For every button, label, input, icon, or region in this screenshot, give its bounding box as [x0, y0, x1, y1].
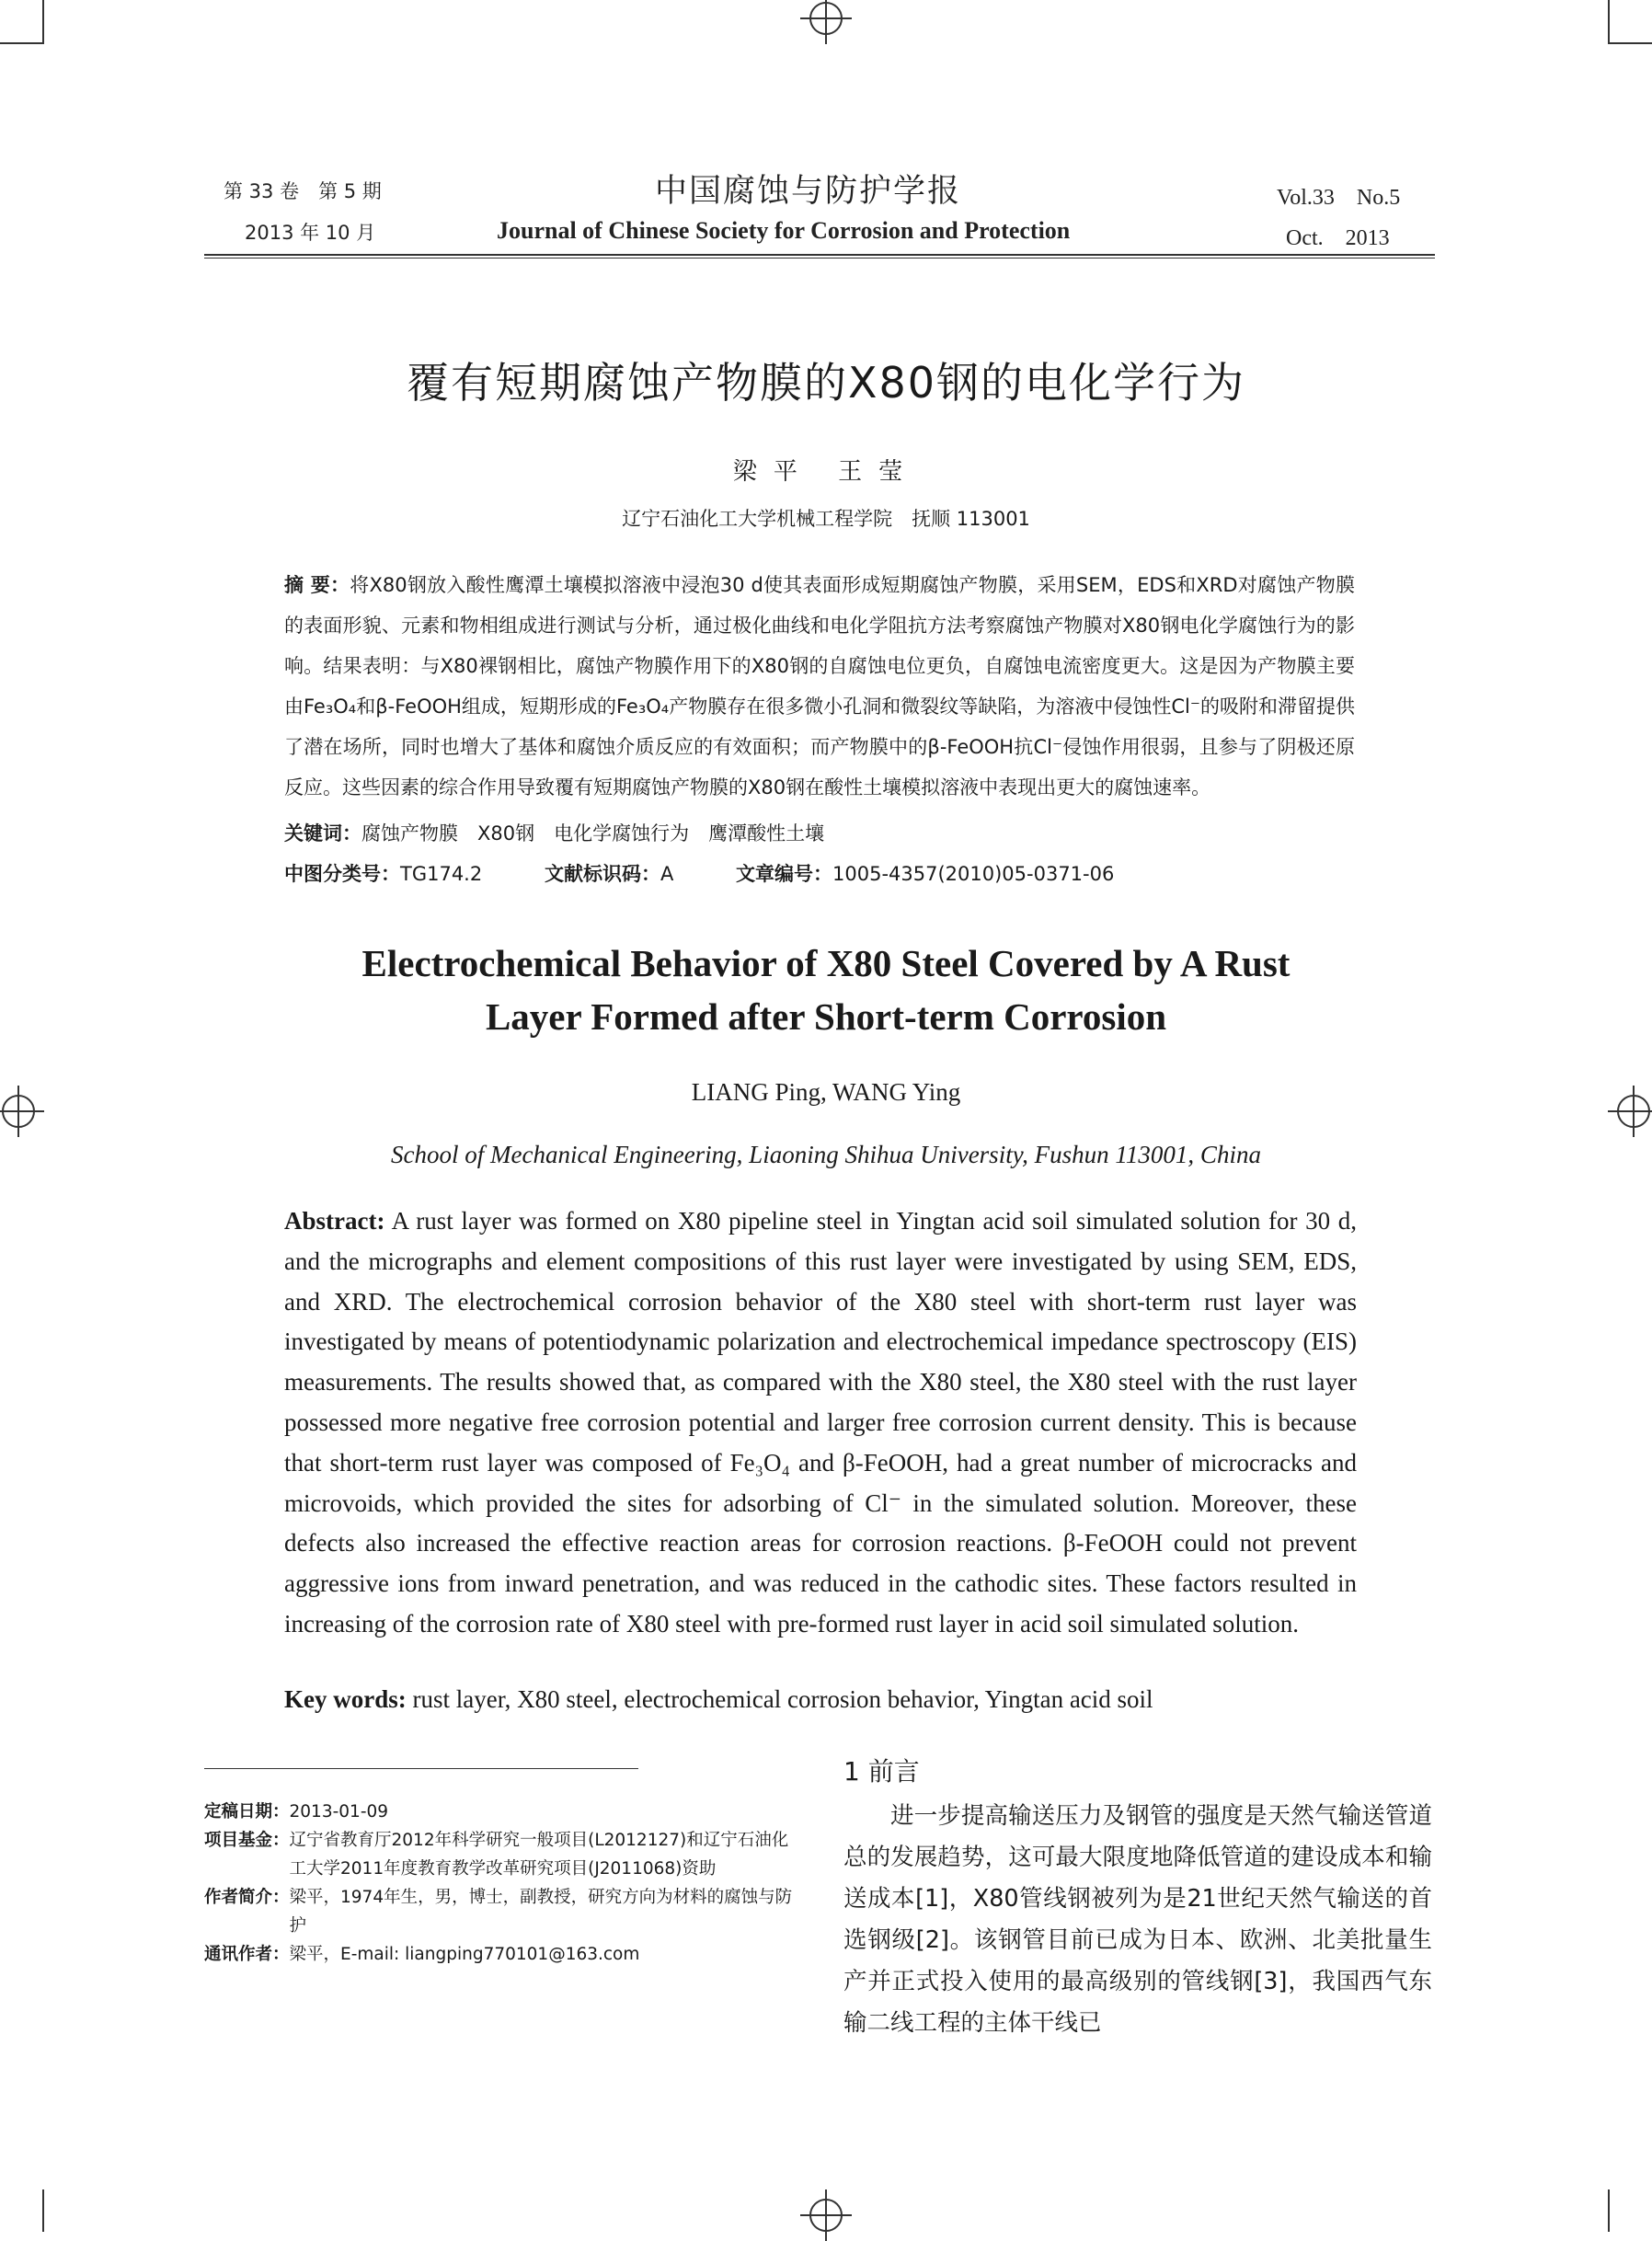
journal-title-cn: 中国腐蚀与防护学报 — [655, 173, 962, 210]
clc-code: TG174.2 — [400, 863, 483, 885]
document-code — [545, 859, 673, 887]
header-rule — [204, 258, 1435, 259]
affiliation-en: School of Mechanical Engineering, Liaoning Shihua University, Fushun 113001, China — [391, 1141, 1261, 1168]
corr-label: 通讯作者： — [204, 1945, 290, 1964]
header-date-cn: 2013 年 10 月 — [245, 222, 376, 244]
registration-mark-icon — [800, 2189, 852, 2241]
header-rule — [204, 254, 1435, 256]
authors-en: LIANG Ping, WANG Ying — [691, 1078, 961, 1106]
authors-cn: 梁平 王莹 — [732, 458, 920, 486]
header-volume-en: Vol.33 No.5 — [1277, 186, 1401, 210]
footnote-bio — [204, 1883, 793, 1940]
crop-mark — [42, 0, 44, 44]
abstract-en-text: A rust layer was formed on X80 pipeline steel in Yingtan acid soil simulated solution for 30 d, and the micrographs and element compositions of this rust layer were investigated by using SEM, EDS, and XRD. The electrochemical corrosion behavior of the X80 steel with short-term rust layer was investigated by means of potentiodynamic polarization and electrochemical impedance spectroscopy (EIS) measurements. The results showed that, as compared with the X80 steel, the X80 steel with the rust layer possessed more negative free corrosion potential and larger free corrosion current density. This is because that short-term rust layer was composed of Fe₃O₄ and β-FeOOH, had a great number of microcracks and microvoids, which provided the sites for adsorbing of Cl⁻ in the simulated solution. Moreover, these defects also increased the effective reaction areas for corrosion reactions. β-FeOOH could not prevent aggressive ions from inward penetration, and was reduced in the cathodic sites. These factors resulted in increasing of the corrosion rate of X80 steel with pre-formed rust layer in acid soil simulated solution. — [284, 1207, 1358, 1638]
abstract-cn-text: 将X80钢放入酸性鹰潭土壤模拟溶液中浸泡30 d使其表面形成短期腐蚀产物膜，采用SEM，EDS和XRD对腐蚀产物膜的表面形貌、元素和物相组成进行测试与分析，通过极化曲线和电化学阻抗方法考察腐蚀产物膜对X80钢电化学腐蚀行为的影响。结果表明：与X80裸钢相比，腐蚀产物膜作用下的X80钢的自腐蚀电位更负，自腐蚀电流密度更大。这是因为产物膜主要由Fe₃O₄和β-FeOOH组成，短期形成的Fe₃O₄产物膜存在很多微小孔洞和微裂纹等缺陷，为溶液中侵蚀性Cl⁻的吸附和滞留提供了潜在场所，同时也增大了基体和腐蚀介质反应的有效面积；而产物膜中的β-FeOOH抗Cl⁻侵蚀作用很弱，且参与了阴极还原反应。这些因素的综合作用导致覆有短期腐蚀产物膜的X80钢在酸性土壤模拟溶液中表现出更大的腐蚀速率。 — [284, 574, 1356, 799]
doc-code: A — [660, 863, 674, 885]
keywords-cn-text: 腐蚀产物膜 X80钢 电化学腐蚀行为 鹰潭酸性土壤 — [361, 822, 825, 845]
clc-label: 中图分类号： — [284, 863, 400, 885]
abstract-cn — [284, 565, 1355, 808]
footnotes — [204, 1798, 793, 1969]
section-body: 进一步提高输送压力及钢管的强度是天然气输送管道总的发展趋势，这可最大限度地降低管道的建设成本和输送成本[1]，X80管线钢被列为是21世纪天然气输送的首选钢级[2]。该钢管目前已成为日本、欧洲、北美批量生产并正式投入使用的最高级别的管线钢[3]，我国西气东输二线工程的主体干线已 — [843, 1802, 1432, 2037]
crop-mark — [1608, 2189, 1610, 2232]
crop-mark — [1608, 0, 1610, 44]
journal-title-en: Journal of Chinese Society for Corrosion and Protection — [497, 217, 1071, 244]
article-number — [736, 859, 1114, 887]
keywords-cn-label: 关键词： — [284, 822, 361, 845]
keywords-en-text: rust layer, X80 steel, electrochemical corrosion behavior, Yingtan acid soil — [412, 1685, 1153, 1713]
fund-label: 项目基金： — [204, 1831, 290, 1850]
paper-title-en-line2: Layer Formed after Short-term Corrosion — [485, 995, 1167, 1038]
paper-title-en-line1: Electrochemical Behavior of X80 Steel Covered by A Rust — [361, 942, 1291, 984]
header-date-en: Oct. 2013 — [1286, 226, 1390, 250]
footnote-rule — [204, 1768, 638, 1769]
art-label: 文章编号： — [736, 863, 832, 885]
footnote-corresponding — [204, 1940, 793, 1969]
received-date: 2013-01-09 — [289, 1802, 389, 1822]
abstract-en-label: Abstract: — [284, 1207, 385, 1235]
footnote-received — [204, 1798, 793, 1826]
affiliation-cn: 辽宁石油化工大学机械工程学院 抚顺 113001 — [622, 508, 1030, 530]
classification-cn — [284, 859, 482, 887]
bio-label: 作者简介： — [204, 1888, 290, 1907]
bio-text: 梁平，1974年生，男，博士，副教授，研究方向为材料的腐蚀与防护 — [289, 1888, 793, 1936]
registration-mark-icon — [800, 0, 852, 44]
footnote-fund — [204, 1826, 793, 1883]
keywords-cn — [284, 819, 824, 846]
abstract-en — [284, 1201, 1357, 1645]
crop-mark — [42, 2189, 44, 2232]
received-label: 定稿日期： — [204, 1802, 290, 1822]
section-heading: 1 前言 — [843, 1756, 920, 1787]
fund-text: 辽宁省教育厅2012年科学研究一般项目(L2012127)和辽宁石油化工大学2011年度教育教学改革研究项目(J2011068)资助 — [289, 1831, 789, 1879]
crop-mark — [0, 42, 44, 44]
header-volume-cn: 第 33 卷 第 5 期 — [224, 180, 382, 202]
keywords-en — [284, 1685, 1153, 1714]
crop-mark — [1608, 42, 1652, 44]
corr-text: 梁平，E-mail: liangping770101@163.com — [289, 1945, 640, 1964]
paper-title-cn: 覆有短期腐蚀产物膜的X80钢的电化学行为 — [406, 358, 1246, 408]
art-code: 1005-4357(2010)05-0371-06 — [832, 863, 1115, 885]
doc-label: 文献标识码： — [545, 863, 660, 885]
abstract-cn-label: 摘 要： — [284, 574, 350, 596]
keywords-en-label: Key words: — [284, 1685, 407, 1713]
